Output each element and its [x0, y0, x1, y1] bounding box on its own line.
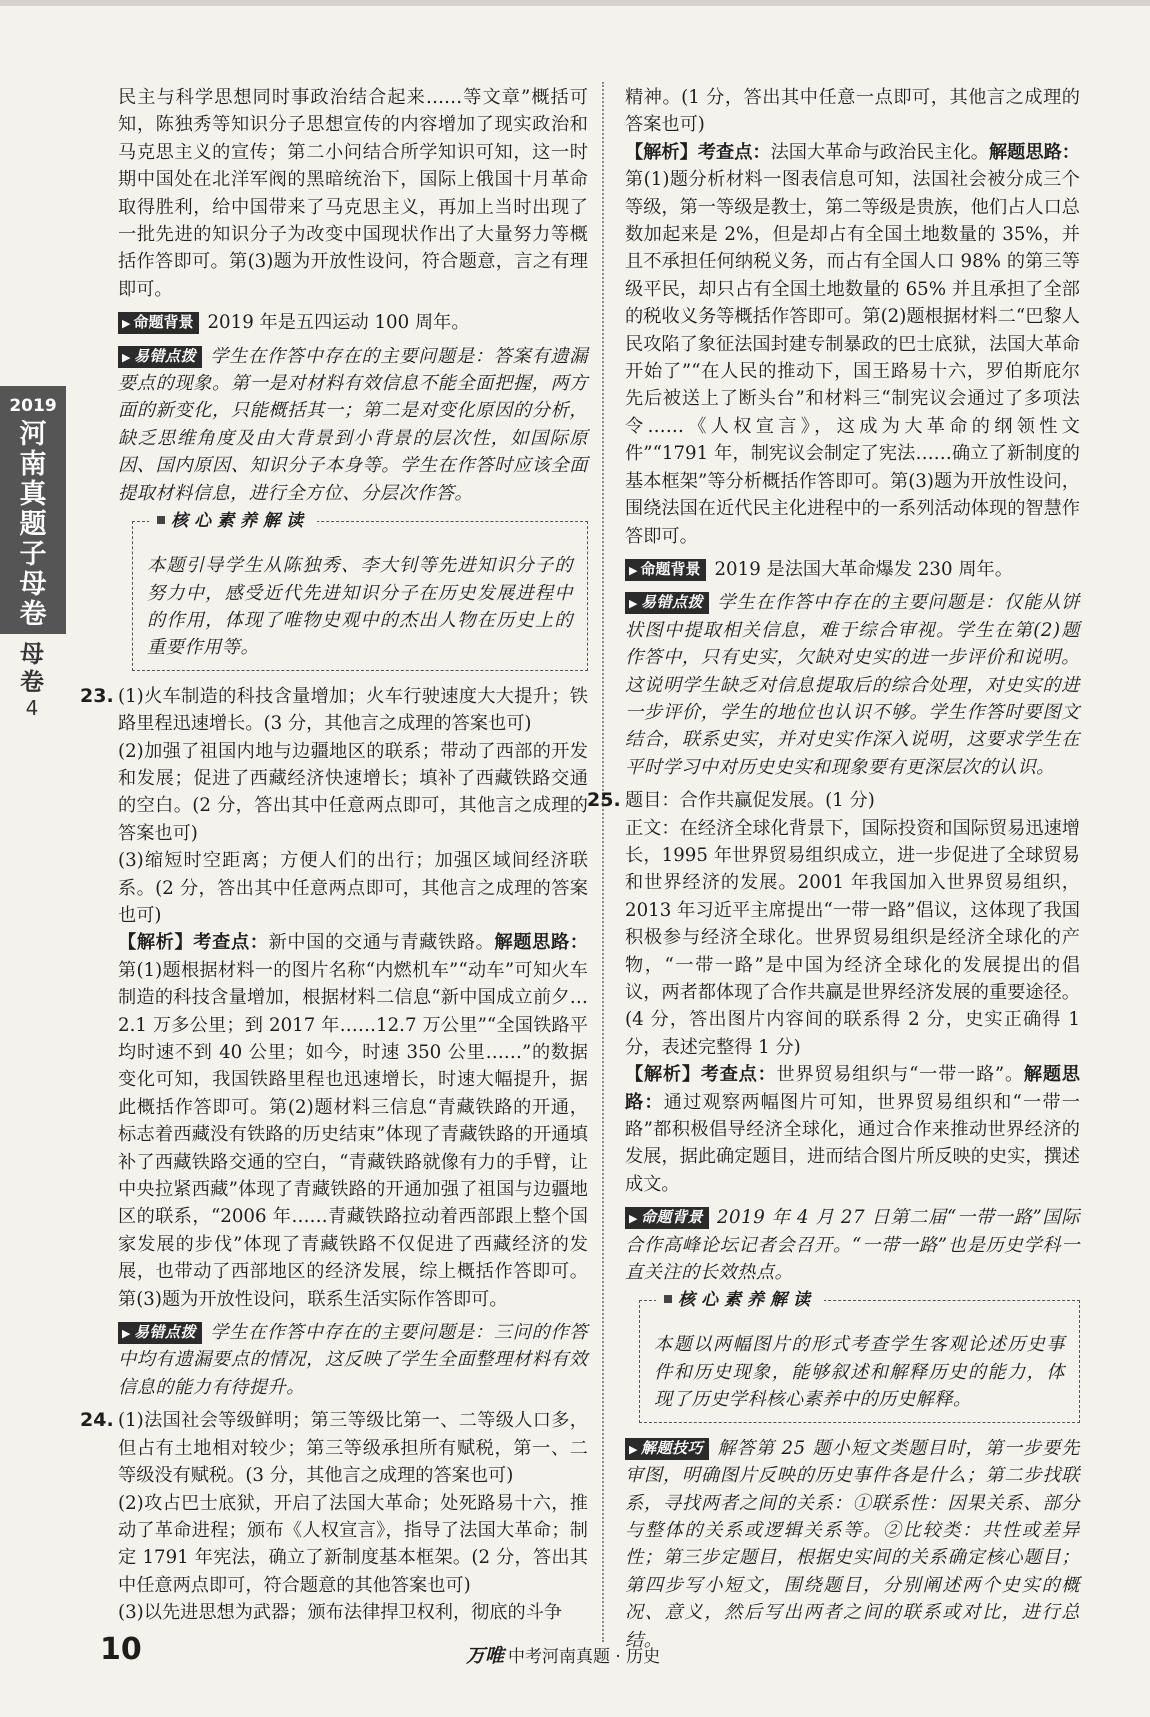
box-title-text: 核心素养解读 [171, 511, 309, 532]
text: 世界贸易组织与“一带一路”。 [776, 1064, 1024, 1086]
question-number: 25. [587, 789, 621, 812]
tag-label: ▶ 命题背景 [118, 312, 199, 334]
answer-line: 正文：在经济全球化背景下，国际投资和国际贸易迅速增长，1995 年世界贸易组织成立，进一步促进了全球贸易和世界经济的发展。2001 年我国加入世界贸易组织，2013 年习近平主席提出“一带一路”倡议，这体现了我国积极参与经济全球化。世界贸易组织是经济全球化的产物，“一带一路”是中国为经济全球化的发展提出的倡议，两者都体现了合作共赢是世界经济发展的重要途径。(4 分，答出图片内容间的联系得 2 分，史实正确得 1 分，表述完整得 1 分) [625, 817, 1080, 1058]
text: 第(1)题分析材料一图表信息可知，法国社会被分成三个等级，第一等级是教士，第二等级是贵族，他们占人口总数加起来是 2%，但是却占有全国土地数量的 35%，并且不承担任何纳税义务，而占有全国人口 98% 的第三等级平民，却只占有全国土地数量的 65% 并且承担了全部的税收义务等概括作答即可。第(2)题根据材料二“巴黎人民攻陷了象征法国封建专制暴政的巴士底狱，法国大革命开始了”“在人民的推动下，国王路易十六，罗伯斯庇尔先后被送上了断头台”和材料三“制宪议会通过了多项法令……《人权宣言》，这成为大革命的纲领性文件”“1791 年，制宪议会制定了宪法……确立了新制度的基本框架”等分析概括作答即可。第(3)题为开放性设问，围绕法国在近代民主化进程中的一系列活动体现的智慧作答即可。 [625, 169, 1080, 547]
answer-line: 题目：合作共赢促发展。(1 分) [625, 790, 875, 812]
bullet-icon [157, 516, 165, 524]
top-edge [0, 0, 1150, 6]
paragraph [118, 1319, 588, 1401]
brand-logo: 万唯 [466, 1645, 505, 1667]
answer-line: (2)加强了祖国内地与边疆地区的联系；带动了西部的开发和发展；促进了西藏经济快速增长；填补了西藏铁路交通的空白。(2 分，答出其中任意两点即可，其他言之成理的答案也可) [118, 740, 588, 844]
analysis [625, 139, 1080, 550]
text: 2019 年 4 月 27 日第二届“一带一路”国际合作高峰论坛记者会召开。“一带一路”也是历史学科一直关注的长效热点。 [625, 1207, 1080, 1284]
text: 法国大革命与政治民主化。 [770, 141, 989, 163]
left-column [80, 84, 588, 1627]
answer-line: (1)火车制造的科技含量增加；火车行驶速度大大提升；铁路里程迅速增长。(3 分，其他言之成理的答案也可) [118, 685, 588, 735]
side-tab-volume-number: 4 [25, 696, 39, 720]
side-tab-volume-label: 母卷 [20, 640, 44, 696]
tag-label: ▶ 易错点拨 [118, 346, 202, 368]
tag-label: ▶ 易错点拨 [625, 592, 709, 614]
text: 第(1)题根据材料一的图片名称“内燃机车”“动车”可知火车制造的科技含量增加，根据材料二信息“新中国成立前夕…2.1 万多公里；到 2017 年……12.7 万公里”“全国铁路平均时速不到 40 公里；如今，时速 350 公里……”的数据变化可知，我国铁路里程也迅速增长，时速大幅提升，据此概括作答即可。第(2)题材料三信息“青藏铁路的开通，标志着西藏没有铁路的历史结束”体现了青藏铁路的开通填补了西藏铁路交通的空白，“青藏铁路就像有力的手臂，让中央拉紧西藏”体现了青藏铁路的开通加强了祖国与边疆地区的联系，“2006 年……青藏铁路拉动着西部跟上整个国家发展的步伐”体现了青藏铁路不仅促进了西藏经济的发展，也带动了西部地区的经济发展，综上概括作答即可。第(3)题为开放性设问，联系生活实际作答即可。 [118, 959, 588, 1310]
paragraph [625, 1204, 1080, 1286]
text: 学生在作答中存在的主要问题是：答案有遗漏要点的现象。第一是对材料有效信息不能全面把握，两方面的新变化，只能概括其一；第二是对变化原因的分析，缺乏思维角度及由大背景到小背景的层次性，如国际原因、国内原因、知识分子本身等。学生在作答时应该全面提取材料信息，进行全方位、分层次作答。 [118, 345, 588, 504]
silu-label: 解题思路： [988, 141, 1080, 163]
page-number: 10 [100, 1632, 142, 1667]
text: 学生在作答中存在的主要问题是：三问的作答中均有遗漏要点的情况，这反映了学生全面整理材料有效信息的能力有待提升。 [118, 1322, 588, 1398]
analysis [118, 929, 588, 1313]
silu-label: 解题思路： [494, 932, 588, 954]
paragraph [118, 343, 588, 507]
analysis-label: 【解析】 [118, 932, 194, 954]
paragraph: 精神。(1 分，答出其中任意一点即可，其他言之成理的答案也可) [625, 87, 1080, 136]
tag-label: ▶ 命题背景 [625, 1207, 709, 1229]
box-title-text: 核心素养解读 [678, 1290, 816, 1311]
right-column [587, 84, 1080, 1654]
side-tab-volume [14, 640, 50, 720]
box-text: 本题以两幅图片的形式考查学生客观论述历史事件和历史现象，能够叙述和解释历史的能力，体现了历史学科核心素养中的历史解释。 [654, 1334, 1065, 1411]
question-25 [587, 787, 1080, 1286]
question-number: 23. [80, 684, 114, 707]
answer-line: (2)攻占巴士底狱，开启了法国大革命；处死路易十六，推动了革命进程；颁布《人权宣言》，指导了法国大革命；制定 1791 年宪法，确立了新制度基本框架。(2 分，答出其中任意两点即可，符合题意的其他答案也可) [118, 1492, 588, 1596]
side-tab-title: 河南真题子母卷 [19, 419, 47, 630]
text: 通过观察两幅图片可知，世界贸易组织和“一带一路”都积极倡导经济全球化，通过合作来推动世界经济的发展，据此确定题目，进而结合图片所反映的史实，撰述成文。 [625, 1091, 1080, 1195]
side-tab-year: 2019 [9, 396, 57, 416]
side-tab [0, 386, 66, 634]
question-23 [80, 683, 588, 1402]
core-literacy-box [639, 1290, 1080, 1422]
bullet-icon [664, 1295, 672, 1303]
core-literacy-box [132, 511, 588, 671]
text: 学生在作答中存在的主要问题是：仅能从饼状图中提取相关信息，难于综合审视。学生在第(2)题作答中，只有史实，欠缺对史实的进一步评价和说明。这说明学生缺乏对信息提取后的综合处理，对史实的进一步评价，学生的地位也认识不够。学生作答时要图文结合，联系史实，并对史实作深入说明，这要求学生在平时学习中对历史史实和现象要有更深层次的认识。 [625, 592, 1080, 778]
analysis-label: 【解析】 [625, 141, 698, 163]
tag-label: ▶ 命题背景 [625, 559, 706, 581]
box-title [149, 508, 317, 535]
paragraph: 民主与科学思想同时事政治结合起来……等文章”概括可知，陈独秀等知识分子思想宣传的内容增加了现实政治和马克思主义的宣传；第二小问结合所学知识可知，这一时期中国处在北洋军阀的黑暗统治下，国际上俄国十月革命取得胜利，给中国带来了马克思主义，再加上当时出现了一批先进的知识分子为改变中国现状作出了大量努力等概括作答即可。第(3)题为开放性设问，符合题意，言之有理即可。 [118, 87, 588, 300]
kaocha-label: 考查点： [700, 1064, 777, 1086]
tag-label: ▶ 解题技巧 [625, 1438, 709, 1460]
tag-label: ▶ 易错点拨 [118, 1322, 202, 1344]
answer-line: (3)缩短时空距离；方便人们的出行；加强区域间经济联系。(2 分，答出其中任意两点即可，其他言之成理的答案也可) [118, 850, 588, 926]
paragraph [625, 556, 1080, 583]
paragraph [625, 1435, 1080, 1654]
kaocha-label: 考查点： [697, 141, 771, 163]
analysis [625, 1061, 1080, 1198]
box-text: 本题引导学生从陈独秀、李大钊等先进知识分子的努力中，感受近代先进知识分子在历史发展进程中的作用，体现了唯物史观中的杰出人物在历史上的重要作用等。 [147, 555, 573, 659]
column-divider [602, 82, 604, 1642]
silu-label: 解题思路： [625, 1064, 1080, 1113]
paragraph [118, 309, 588, 336]
text: 2019 年是五四运动 100 周年。 [207, 312, 470, 334]
paragraph [625, 589, 1080, 781]
text: 新中国的交通与青藏铁路。 [268, 932, 495, 954]
analysis-label: 【解析】 [625, 1064, 701, 1086]
answer-line: (3)以先进思想为武器；颁布法律捍卫权利，彻底的斗争 [118, 1602, 563, 1624]
text: 解答第 25 题小短文类题目时，第一步要先审图，明确图片反映的历史事件各是什么；第二步找联系，寻找两者之间的关系：①联系性：因果关系、部分与整体的关系或逻辑关系等。②比较类：共性或差异性；第三步定题目，根据史实间的关系确定核心题目；第四步写小短文，围绕题目，分别阐述两个史实的概况、意义，然后写出两者之间的联系或对比，进行总结。 [625, 1437, 1080, 1651]
text: 2019 是法国大革命爆发 230 周年。 [714, 558, 1013, 580]
question-24 [80, 1407, 588, 1626]
footer-title: 中考河南真题 · 历史 [508, 1647, 661, 1667]
kaocha-label: 考查点： [193, 932, 269, 954]
question-number: 24. [80, 1409, 114, 1432]
answer-line: (1)法国社会等级鲜明；第三等级比第一、二等级人口多，但占有土地相对较少；第三等级承担所有赋税，第一、二等级没有赋税。(3 分，其他言之成理的答案也可) [118, 1410, 588, 1487]
box-title [656, 1287, 824, 1314]
footer-brand [466, 1641, 660, 1668]
